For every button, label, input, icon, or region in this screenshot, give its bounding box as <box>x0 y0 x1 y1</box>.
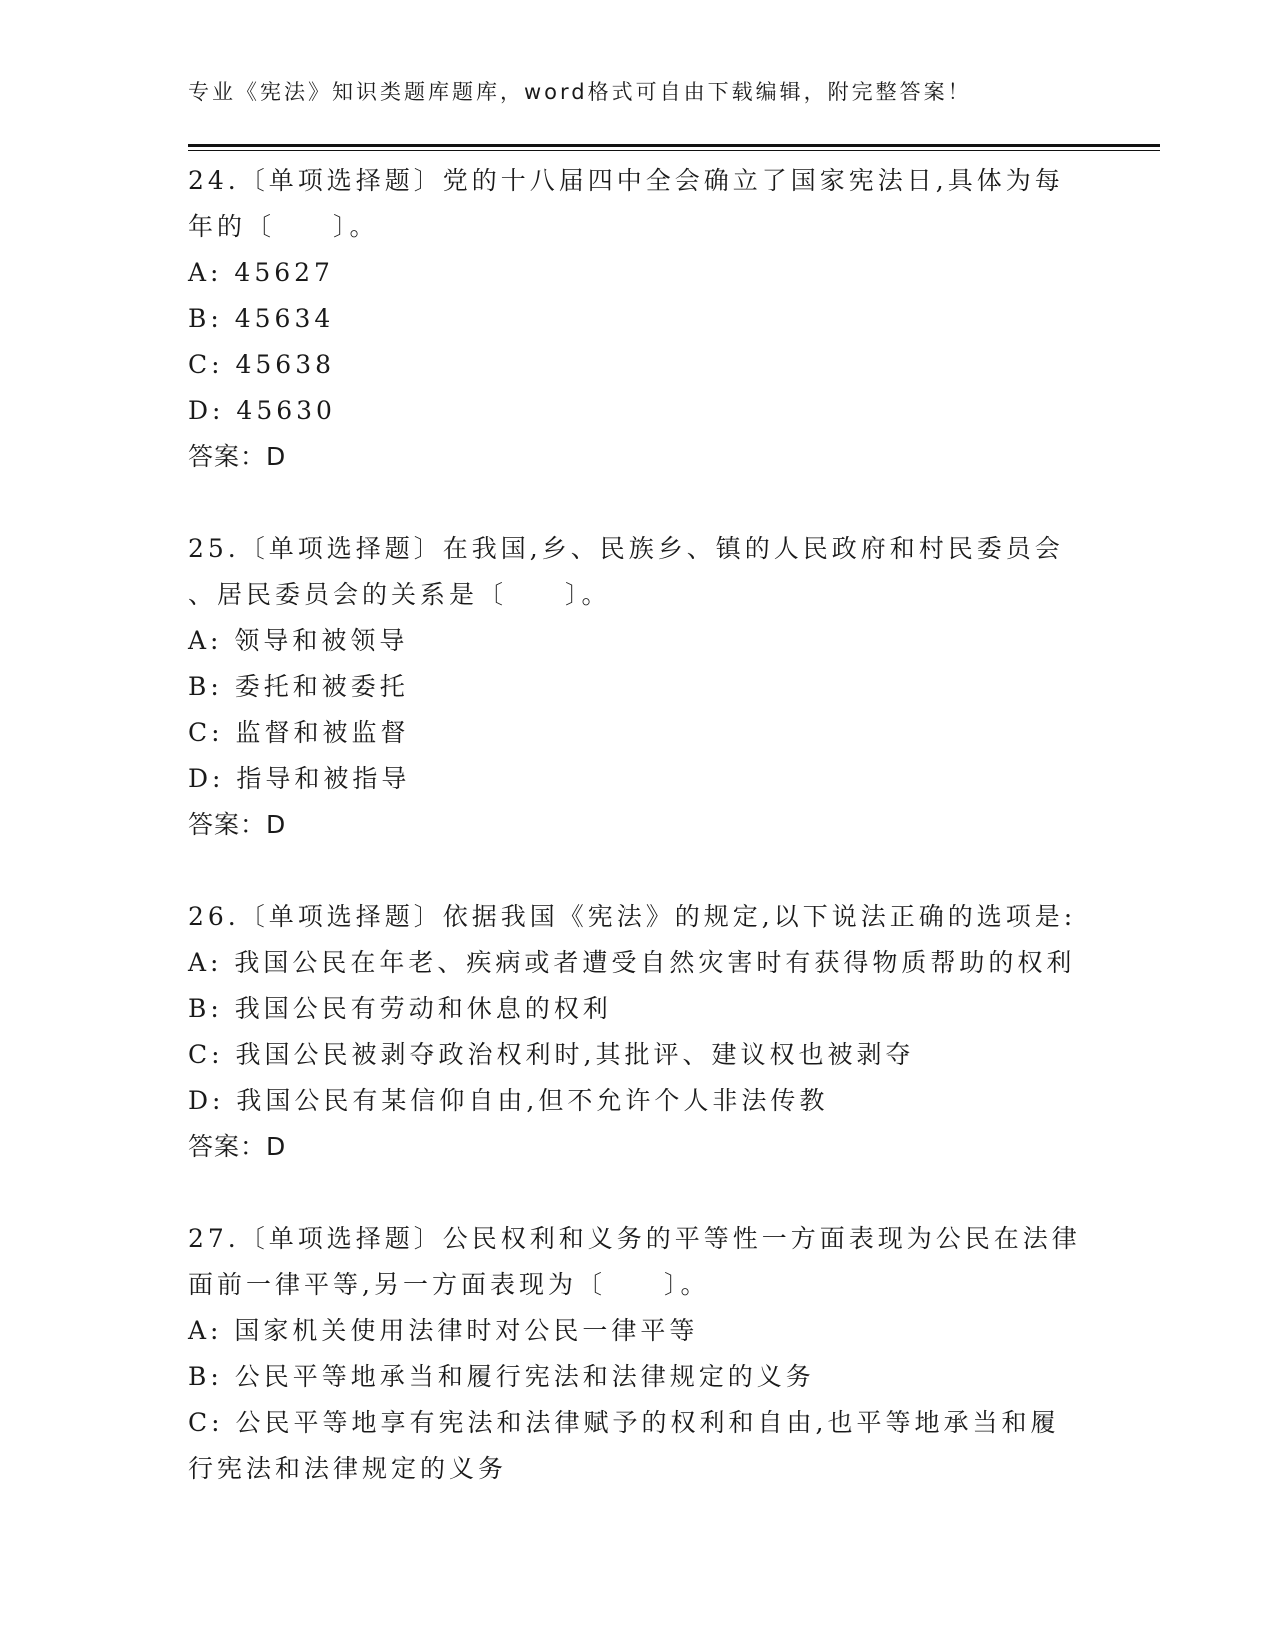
question-list <box>188 158 1088 1492</box>
question-stem-line: 年的〔 〕。 <box>188 212 379 241</box>
question-stem-line: 面前一律平等,另一方面表现为〔 〕。 <box>188 1270 710 1299</box>
option-d: D: 45630 <box>188 396 336 425</box>
question-stem-line: 26.〔单项选择题〕依据我国《宪法》的规定,以下说法正确的选项是: <box>188 902 1077 931</box>
option-c: C: 监督和被监督 <box>188 718 410 747</box>
option-b: B: 委托和被委托 <box>188 672 409 701</box>
question-26 <box>188 894 1088 1170</box>
question-stem-line: 25.〔单项选择题〕在我国,乡、民族乡、镇的人民政府和村民委员会 <box>188 534 1064 563</box>
option-c: C: 公民平等地享有宪法和法律赋予的权利和自由,也平等地承当和履 <box>188 1408 1060 1437</box>
answer-label: 答案：D <box>188 442 287 471</box>
header-rule-thin <box>188 150 1160 151</box>
option-b: B: 45634 <box>188 304 335 333</box>
page-header: 专业《宪法》知识类题库题库，word格式可自由下载编辑，附完整答案！ <box>188 80 972 104</box>
answer-label: 答案：D <box>188 1132 287 1161</box>
question-stem-line: 24.〔单项选择题〕党的十八届四中全会确立了国家宪法日,具体为每 <box>188 166 1064 195</box>
question-stem-line: 、居民委员会的关系是〔 〕。 <box>188 580 611 609</box>
answer-label: 答案：D <box>188 810 287 839</box>
question-27 <box>188 1216 1088 1492</box>
option-c: C: 45638 <box>188 350 336 379</box>
header-rule-thick <box>188 144 1160 147</box>
option-d: D: 指导和被指导 <box>188 764 411 793</box>
option-c-continued: 行宪法和法律规定的义务 <box>188 1454 508 1483</box>
option-c: C: 我国公民被剥夺政治权利时,其批评、建议权也被剥夺 <box>188 1040 915 1069</box>
question-25 <box>188 526 1088 848</box>
option-a: A: 我国公民在年老、疾病或者遭受自然灾害时有获得物质帮助的权利 <box>188 948 1076 977</box>
question-24 <box>188 158 1088 480</box>
option-d: D: 我国公民有某信仰自由,但不允许个人非法传教 <box>188 1086 829 1115</box>
option-a: A: 领导和被领导 <box>188 626 409 655</box>
option-a: A: 45627 <box>188 258 334 287</box>
option-b: B: 我国公民有劳动和休息的权利 <box>188 994 612 1023</box>
option-b: B: 公民平等地承当和履行宪法和法律规定的义务 <box>188 1362 815 1391</box>
option-a: A: 国家机关使用法律时对公民一律平等 <box>188 1316 699 1345</box>
question-stem-line: 27.〔单项选择题〕公民权利和义务的平等性一方面表现为公民在法律 <box>188 1224 1081 1253</box>
